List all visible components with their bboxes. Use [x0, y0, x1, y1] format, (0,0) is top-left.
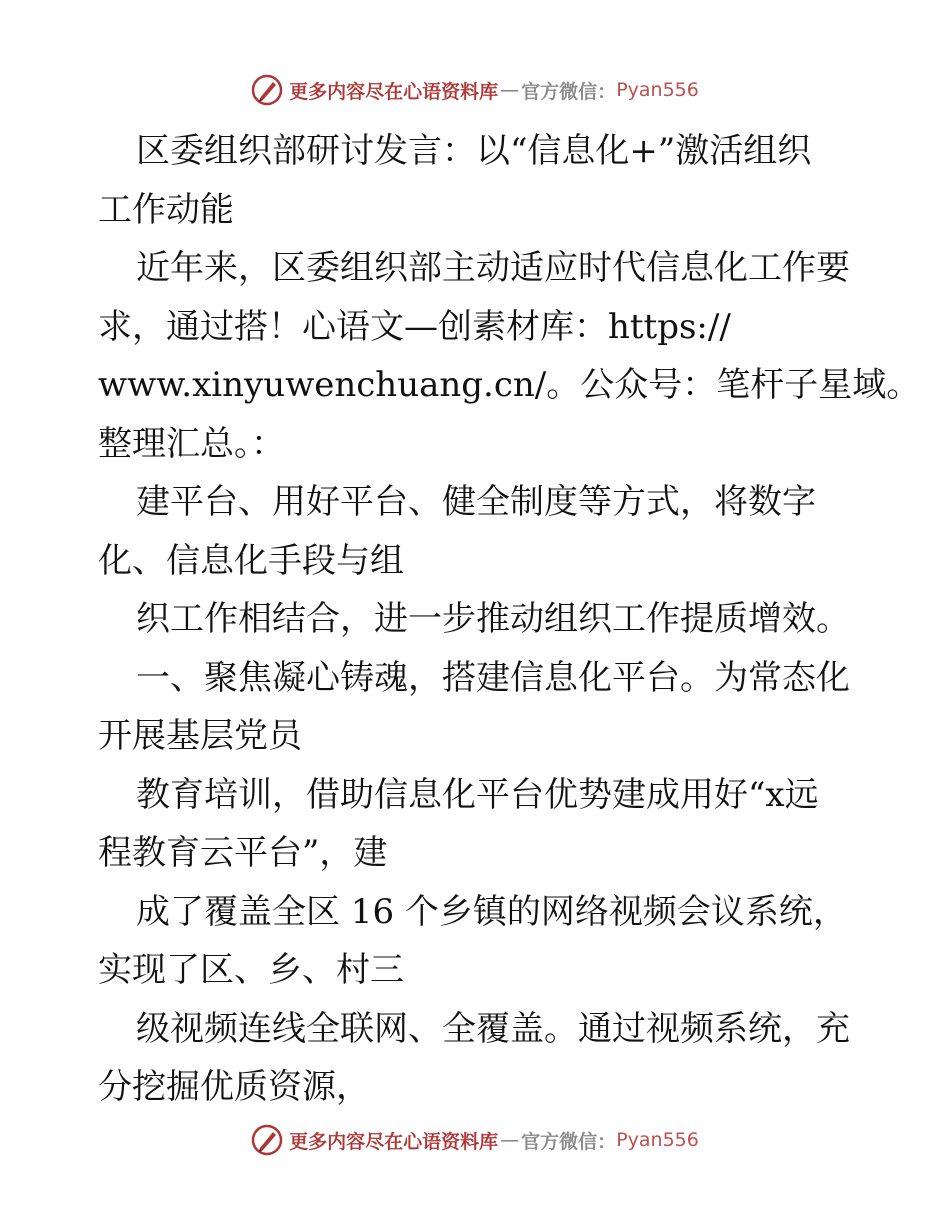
text-line: www.xinyuwenchuang.cn/。公众号：笔杆子星域。 — [98, 365, 921, 405]
wechat-label: 官方微信： — [521, 80, 617, 103]
document-body — [98, 122, 921, 1117]
text-line: 成了覆盖全区 16 个乡镇的网络视频会议系统， — [136, 891, 847, 932]
banner-dash: — — [500, 1129, 520, 1151]
text-line: 实现了区、乡、村三 — [98, 950, 404, 990]
banner-text: 更多内容尽在心语资料库 — [289, 80, 499, 103]
text-line: 教育培训，借助信息化平台优势建成用好“x远 — [136, 774, 819, 815]
text-line: 开展基层党员 — [98, 716, 302, 756]
footer-banner — [0, 1120, 950, 1160]
text-line: 求，通过搭！心语文—创素材库：https:// — [98, 306, 731, 347]
text-line: 建平台、用好平台、健全制度等方式，将数字 — [136, 482, 816, 522]
text-line: 程教育云平台”，建 — [98, 833, 388, 873]
wechat-id: Pyan556 — [616, 79, 699, 101]
text-line: 分挖掘优质资源， — [98, 1067, 370, 1107]
pen-logo-icon — [251, 74, 283, 106]
text-line: 织工作相结合，进一步推动组织工作提质增效。 — [136, 599, 850, 639]
banner-dash: — — [500, 79, 520, 101]
wechat-label: 官方微信： — [521, 1130, 617, 1153]
text-line: 化、信息化手段与组 — [98, 540, 404, 581]
text-line: 工作动能 — [98, 189, 234, 230]
wechat-id: Pyan556 — [616, 1129, 699, 1151]
text-line: 一、聚焦凝心铸魂，搭建信息化平台。为常态化 — [136, 657, 850, 698]
banner-text: 更多内容尽在心语资料库 — [289, 1130, 499, 1153]
pen-logo-icon — [251, 1124, 283, 1156]
text-line: 近年来，区委组织部主动适应时代信息化工作要 — [136, 248, 850, 288]
text-line: 整理汇总。： — [98, 423, 285, 464]
header-banner — [0, 70, 950, 110]
text-line: 级视频连线全联网、全覆盖。通过视频系统，充 — [136, 1008, 850, 1049]
text-line: 区委组织部研讨发言：以“信息化+”激活组织 — [136, 131, 812, 171]
